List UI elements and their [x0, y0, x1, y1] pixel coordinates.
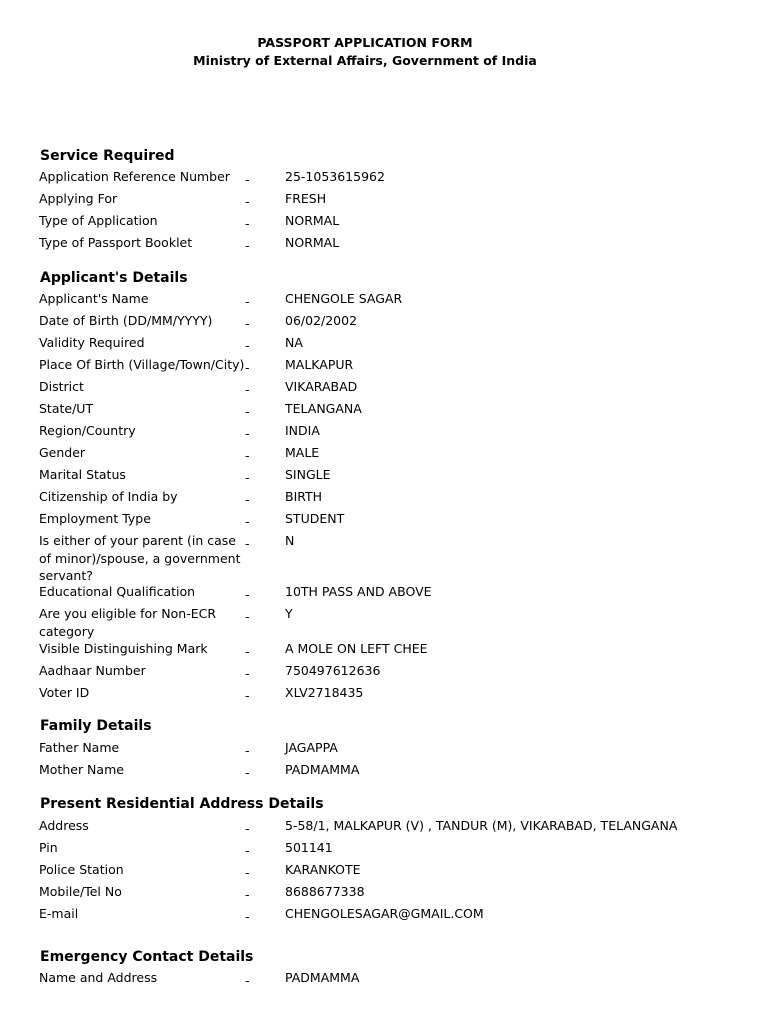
field-label: District	[39, 379, 84, 394]
field-label: Father Name	[39, 740, 120, 755]
field-separator: -	[245, 216, 250, 231]
field-label: Applicant's Name	[39, 291, 149, 306]
field-value: Y	[285, 606, 293, 621]
field-value: N	[285, 533, 295, 548]
field-value: VIKARABAD	[285, 379, 358, 394]
field-separator: -	[245, 470, 250, 485]
field-separator: -	[245, 426, 250, 441]
field-label: State/UT	[39, 401, 94, 416]
field-label: Marital Status	[39, 467, 126, 482]
field-separator: -	[245, 688, 250, 703]
section-title-applicant: Applicant's Details	[40, 270, 188, 286]
field-value: JAGAPPA	[285, 740, 338, 755]
field-value: KARANKOTE	[285, 862, 361, 877]
field-value: 06/02/2002	[285, 313, 358, 328]
field-value: 750497612636	[285, 663, 381, 678]
field-separator: -	[245, 360, 250, 375]
field-separator: -	[245, 609, 250, 624]
field-label: Date of Birth (DD/MM/YYYY)	[39, 313, 213, 328]
field-label: Mother Name	[39, 762, 124, 777]
field-label: Police Station	[39, 862, 124, 877]
field-value: 501141	[285, 840, 333, 855]
section-title-service: Service Required	[40, 148, 175, 164]
field-value: PADMAMMA	[285, 970, 360, 985]
section-title-address: Present Residential Address Details	[40, 796, 324, 812]
field-label: Type of Passport Booklet	[39, 235, 193, 250]
field-separator: -	[245, 821, 250, 836]
field-label: Application Reference Number	[39, 169, 230, 184]
field-label: Citizenship of India by	[39, 489, 178, 504]
field-separator: -	[245, 909, 250, 924]
field-label: Voter ID	[39, 685, 90, 700]
field-separator: -	[245, 666, 250, 681]
field-value: CHENGOLE SAGAR	[285, 291, 403, 306]
field-label: Is either of your parent (in case of minor)/spouse, a government servant?	[39, 533, 241, 583]
field-separator: -	[245, 338, 250, 353]
field-separator: -	[245, 644, 250, 659]
field-separator: -	[245, 492, 250, 507]
field-separator: -	[245, 316, 250, 331]
field-separator: -	[245, 194, 250, 209]
field-label: E-mail	[39, 906, 79, 921]
field-label: Employment Type	[39, 511, 151, 526]
field-value: MALE	[285, 445, 320, 460]
field-value: 10TH PASS AND ABOVE	[285, 584, 432, 599]
field-label: Address	[39, 818, 89, 833]
field-label: Mobile/Tel No	[39, 884, 122, 899]
field-label: Gender	[39, 445, 86, 460]
field-value: A MOLE ON LEFT CHEE	[285, 641, 428, 656]
field-label: Educational Qualification	[39, 584, 196, 599]
field-separator: -	[245, 238, 250, 253]
field-label: Are you eligible for Non-ECR category	[39, 606, 217, 639]
field-label: Applying For	[39, 191, 118, 206]
field-value: SINGLE	[285, 467, 331, 482]
field-label: Name and Address	[39, 970, 158, 985]
field-label: Type of Application	[39, 213, 158, 228]
field-label: Validity Required	[39, 335, 145, 350]
field-separator: -	[245, 448, 250, 463]
field-separator: -	[245, 382, 250, 397]
field-value: XLV2718435	[285, 685, 364, 700]
field-value: STUDENT	[285, 511, 345, 526]
field-label: Place Of Birth (Village/Town/City)	[39, 357, 245, 372]
field-value: BIRTH	[285, 489, 323, 504]
section-title-emergency: Emergency Contact Details	[40, 949, 254, 965]
field-separator: -	[245, 765, 250, 780]
field-value: INDIA	[285, 423, 320, 438]
field-label: Region/Country	[39, 423, 136, 438]
field-value: 8688677338	[285, 884, 365, 899]
field-value: TELANGANA	[285, 401, 362, 416]
field-separator: -	[245, 973, 250, 988]
field-separator: -	[245, 514, 250, 529]
field-separator: -	[245, 865, 250, 880]
field-separator: -	[245, 536, 250, 551]
form-title: PASSPORT APPLICATION FORM	[257, 35, 473, 50]
field-value: MALKAPUR	[285, 357, 354, 372]
field-value: 5-58/1, MALKAPUR (V) , TANDUR (M), VIKARABAD, TELANGANA	[285, 818, 678, 833]
field-separator: -	[245, 843, 250, 858]
field-value: 25-1053615962	[285, 169, 385, 184]
field-value: NORMAL	[285, 213, 340, 228]
field-separator: -	[245, 887, 250, 902]
field-label: Visible Distinguishing Mark	[39, 641, 208, 656]
field-value: FRESH	[285, 191, 327, 206]
field-value: PADMAMMA	[285, 762, 360, 777]
field-separator: -	[245, 294, 250, 309]
field-separator: -	[245, 587, 250, 602]
field-value: NA	[285, 335, 303, 350]
field-separator: -	[245, 743, 250, 758]
form-header	[0, 33, 730, 69]
section-title-family: Family Details	[40, 718, 152, 734]
field-label: Aadhaar Number	[39, 663, 146, 678]
field-value: NORMAL	[285, 235, 340, 250]
field-value: CHENGOLESAGAR@GMAIL.COM	[285, 906, 484, 921]
form-subtitle: Ministry of External Affairs, Government of India	[193, 53, 537, 68]
field-label: Pin	[39, 840, 58, 855]
field-separator: -	[245, 404, 250, 419]
field-separator: -	[245, 172, 250, 187]
